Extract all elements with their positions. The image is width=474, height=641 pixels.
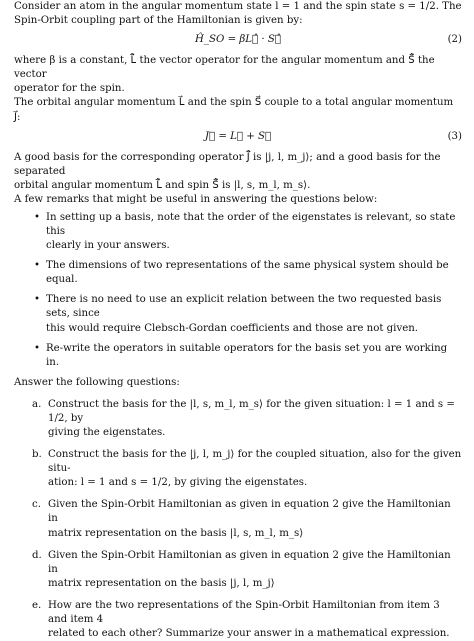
equation-3-number: (3) (447, 130, 462, 142)
where-line-1: where β is a constant, L⃗̂ the vector operator for the angular momentum and S⃗̂ the vector (14, 55, 435, 81)
equation-3-text: J⃗ = L⃗ + S⃗ (204, 130, 272, 142)
remark-2-line-1: The dimensions of two representations of the same physical system should be equal. (46, 260, 449, 286)
list-item (34, 342, 462, 370)
question-label: b. (32, 449, 42, 461)
remark-3-line-2: this would require Clebsch-Gordan coefficients and those are not given. (46, 322, 419, 334)
list-item (32, 549, 462, 591)
list-item (32, 398, 462, 440)
bullet-icon: • (34, 212, 41, 224)
question-c-line-2: matrix representation on the basis |l, s, m_l, m_s⟩ (48, 527, 304, 539)
bullet-icon: • (34, 260, 41, 272)
question-a-line-2: giving the eigenstates. (48, 427, 166, 439)
intro-line-2: Spin-Orbit coupling part of the Hamiltonian is given by: (14, 15, 303, 27)
coupling-line: The orbital angular momentum L⃗ and the spin S⃗ couple to a total angular momentum J⃗: (14, 97, 454, 123)
remark-4-line-1: Re-write the operators in suitable operators for the basis set you are working in. (46, 342, 448, 368)
equation-2-text: Ĥ_SO = βL⃗̂ · S⃗̂ (195, 34, 281, 46)
question-label: d. (32, 549, 42, 561)
questions-intro: Answer the following questions: (14, 376, 180, 388)
question-c-line-1: Given the Spin-Orbit Hamiltonian as given in equation 2 give the Hamiltonian in (48, 499, 451, 525)
equation-2-number: (2) (447, 34, 462, 46)
question-label: c. (32, 499, 41, 511)
remark-1-line-1: In setting up a basis, note that the order of the eigenstates is relevant, so state this (46, 212, 456, 238)
list-item (34, 259, 462, 287)
equation-2 (14, 33, 462, 47)
question-e-line-1: How are the two representations of the Spin-Orbit Hamiltonian from item 3 and item 4 (48, 599, 440, 625)
remarks-list (14, 211, 462, 370)
question-label: e. (32, 599, 42, 611)
question-d-line-1: Given the Spin-Orbit Hamiltonian as given in equation 2 give the Hamiltonian in (48, 549, 451, 575)
list-item (32, 498, 462, 540)
question-a-line-1: Construct the basis for the |l, s, m_l, m_s⟩ for the given situation: l = 1 and s = 1/2, by (48, 398, 455, 424)
question-b-line-1: Construct the basis for the |j, l, m_j⟩ for the coupled situation, also for the given situ- (48, 449, 462, 475)
list-item (32, 448, 462, 490)
list-item (34, 293, 462, 335)
list-item (34, 211, 462, 253)
question-b-line-2: ation: l = 1 and s = 1/2, by giving the eigenstates. (48, 477, 308, 489)
basis-line-2: orbital angular momentum L⃗̂ and spin S⃗̂ is |l, s, m_l, m_s⟩. (14, 179, 311, 191)
question-label: a. (32, 398, 42, 410)
question-d-line-2: matrix representation on the basis |j, l, m_j⟩ (48, 577, 275, 589)
bullet-icon: • (34, 342, 41, 354)
remark-3-line-1: There is no need to use an explicit relation between the two requested basis sets, since (46, 294, 442, 320)
equation-3 (14, 130, 462, 144)
remark-1-line-2: clearly in your answers. (46, 240, 170, 252)
questions-list (14, 398, 462, 641)
bullet-icon: • (34, 294, 41, 306)
intro-line-1: Consider an atom in the angular momentum state l = 1 and the spin state s = 1/2. The (14, 1, 462, 12)
remarks-intro: A few remarks that might be useful in answering the questions below: (14, 193, 378, 205)
question-e-line-2: related to each other? Summarize your answer in a mathematical expression. (48, 627, 450, 639)
list-item (32, 599, 462, 641)
where-line-2: operator for the spin. (14, 83, 125, 95)
basis-line-1: A good basis for the corresponding operator J⃗̂ is |j, l, m_j⟩; and a good basis for the separated (14, 151, 441, 177)
